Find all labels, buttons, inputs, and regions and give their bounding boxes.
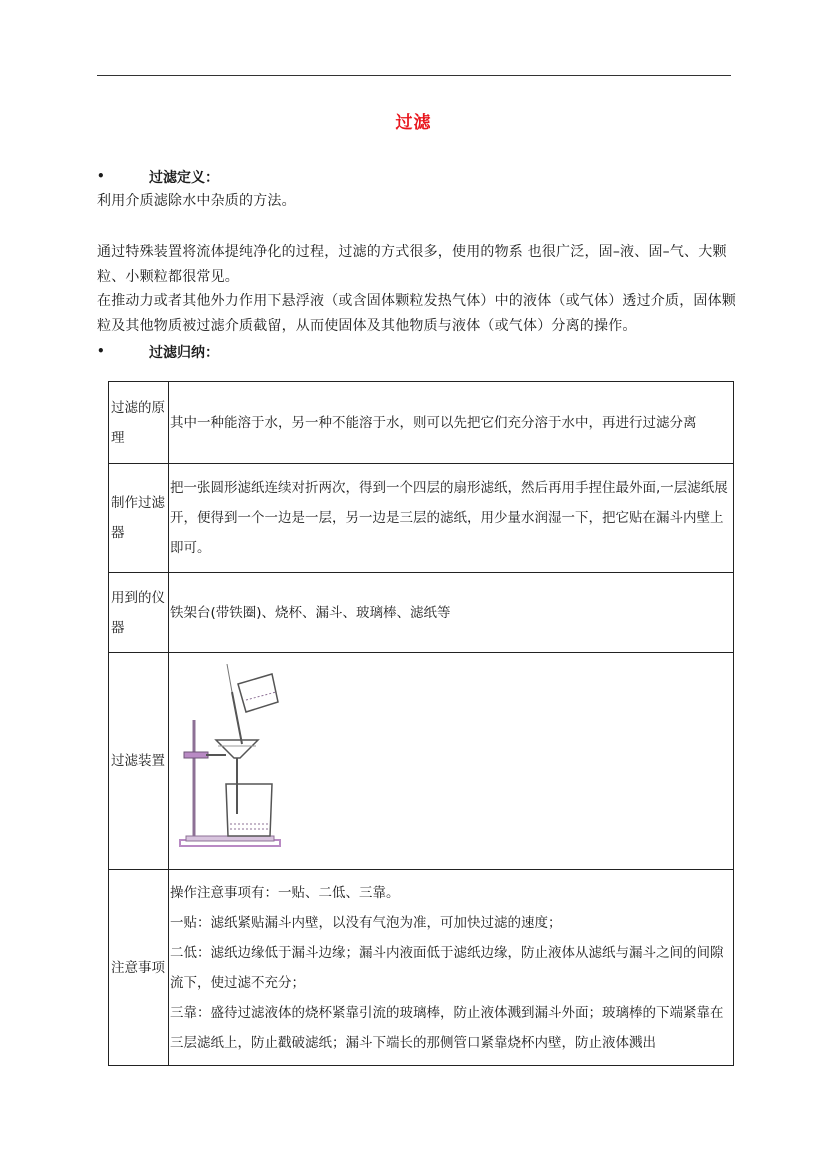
table-row <box>109 573 734 653</box>
note-line: 三靠：盛待过滤液体的烧杯紧靠引流的玻璃棒，防止液体溅到漏斗外面；玻璃棒的下端紧靠在三层滤纸上，防止戳破滤纸；漏斗下端长的那侧管口紧靠烧杯内壁，防止液体溅出 <box>170 1004 724 1051</box>
row-label: 用到的仪器 <box>109 573 169 653</box>
note-line: 一贴：滤纸紧贴漏斗内壁，以没有气泡为准，可加快过滤的速度； <box>170 914 562 931</box>
row-label: 注意事项 <box>109 870 169 1066</box>
section-heading: 过滤定义： <box>149 170 219 186</box>
paragraph: 在推动力或者其他外力作用下悬浮液（或含固体颗粒发热气体）中的液体（或气体）透过介质，固体颗粒及其他物质被过滤介质截留，从而使固体及其他物质与液体（或气体）分离的操作。 <box>97 293 736 334</box>
row-label: 过滤装置 <box>109 653 169 870</box>
table-row <box>109 653 734 870</box>
apparatus-cell <box>169 653 734 870</box>
table-row <box>109 870 734 1066</box>
table-row <box>109 464 734 573</box>
header-rule <box>97 75 731 76</box>
summary-table <box>108 381 734 1066</box>
definition-text: 利用介质滤除水中杂质的方法。 <box>97 193 296 209</box>
row-content: 其中一种能溶于水，另一种不能溶于水，则可以先把它们充分溶于水中，再进行过滤分离 <box>169 382 734 464</box>
row-label: 制作过滤器 <box>109 464 169 573</box>
section-heading: 过滤归纳： <box>149 345 219 361</box>
notes-cell <box>169 870 734 1066</box>
note-line: 操作注意事项有：一贴、二低、三靠。 <box>170 884 400 901</box>
row-label: 过滤的原理 <box>109 382 169 464</box>
row-content: 铁架台(带铁圈)、烧杯、漏斗、玻璃棒、滤纸等 <box>169 573 734 653</box>
bullet-icon: • <box>97 169 105 183</box>
bullet-icon: • <box>97 344 105 358</box>
table-row <box>109 382 734 464</box>
note-line: 二低：滤纸边缘低于漏斗边缘；漏斗内液面低于滤纸边缘，防止液体从滤纸与漏斗之间的间隙流下，使过滤不充分； <box>170 944 724 991</box>
filtration-apparatus-icon <box>176 664 296 859</box>
row-content: 把一张圆形滤纸连续对折两次，得到一个四层的扇形滤纸，然后再用手捏住最外面,一层滤纸展开，便得到一个一边是一层，另一边是三层的滤纸，用少量水润湿一下，把它贴在漏斗内壁上即可。 <box>169 464 734 573</box>
page-title: 过滤 <box>395 113 432 133</box>
paragraph: 通过特殊装置将流体提纯净化的过程，过滤的方式很多，使用的物系 也很广泛，固–液、固–气、大颗粒、小颗粒都很常见。 <box>97 244 727 285</box>
